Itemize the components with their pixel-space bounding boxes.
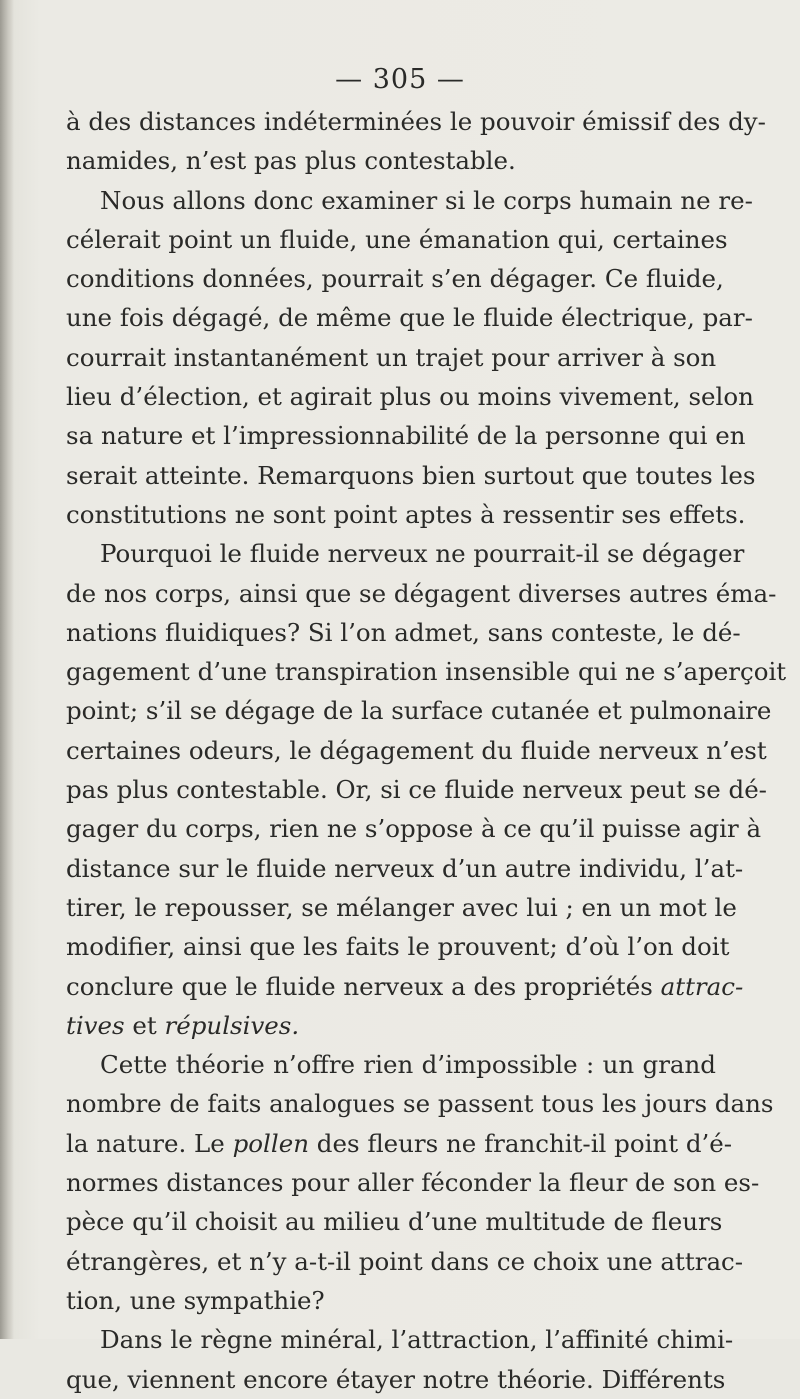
italic-word: tives xyxy=(66,1010,125,1040)
line-text: sa nature et l’impressionnabilité de la personne qui en xyxy=(66,421,746,451)
line-text: célerait point un fluide, une émanation qui, certaines xyxy=(66,224,728,254)
italic-word: attrac- xyxy=(660,971,744,1001)
text-line xyxy=(66,927,730,966)
text-line xyxy=(66,1084,774,1123)
text-line xyxy=(66,1242,744,1281)
line-text: étrangères, et n’y a-t-il point dans ce choix une attrac- xyxy=(66,1246,744,1276)
line-text: tirer, le repousser, se mélanger avec lui ; en un mot le xyxy=(66,892,737,922)
page-gutter-shadow xyxy=(0,0,14,1339)
text-line xyxy=(66,849,744,888)
text-line xyxy=(66,1320,734,1359)
line-text: certaines odeurs, le dégagement du fluide nerveux n’est xyxy=(66,735,767,765)
line-text: serait atteinte. Remarquons bien surtout que toutes les xyxy=(66,460,756,490)
line-text: gager du corps, rien ne s’oppose à ce qu’il puisse agir à xyxy=(66,814,762,844)
text-line xyxy=(66,298,753,337)
italic-word: pollen xyxy=(232,1128,309,1158)
text-line xyxy=(66,534,745,573)
line-text: conclure que le fluide nerveux a des propriétés xyxy=(66,971,661,1001)
text-line xyxy=(66,1163,760,1202)
text-line xyxy=(66,102,766,141)
text-line xyxy=(66,1006,716,1045)
line-text: lieu d’élection, et agirait plus ou moins vivement, selon xyxy=(66,382,754,412)
line-text: la nature. Le xyxy=(66,1128,233,1158)
text-line xyxy=(66,181,753,220)
text-line xyxy=(66,1045,716,1084)
line-text: des fleurs ne franchit-il point d’é- xyxy=(308,1128,733,1158)
text-line xyxy=(66,338,716,377)
text-line xyxy=(66,967,744,1006)
text-line xyxy=(66,770,767,809)
text-line xyxy=(66,888,737,927)
line-text: conditions données, pourrait s’en dégager. Ce fluide, xyxy=(66,264,724,294)
line-text: gagement d’une transpiration insensible qui ne s’aperçoit xyxy=(66,657,787,687)
line-text: Pourquoi le fluide nerveux ne pourrait-il se dégager xyxy=(100,539,745,569)
line-text: et xyxy=(124,1010,165,1040)
text-line xyxy=(66,141,716,180)
italic-word: répulsives. xyxy=(164,1010,300,1040)
line-text: que, viennent encore étayer notre théorie. Différents xyxy=(66,1364,726,1394)
text-line xyxy=(66,259,724,298)
text-line xyxy=(66,809,762,848)
line-text: tion, une sympathie? xyxy=(66,1285,325,1315)
text-line xyxy=(66,1281,716,1320)
text-line xyxy=(66,574,777,613)
text-line xyxy=(66,1124,733,1163)
text-line xyxy=(66,456,756,495)
line-text: courrait instantanément un trajet pour arriver à son xyxy=(66,342,717,372)
line-text: Dans le règne minéral, l’attraction, l’affinité chimi- xyxy=(100,1325,734,1355)
text-line xyxy=(66,1202,723,1241)
line-text: de nos corps, ainsi que se dégagent diverses autres éma- xyxy=(66,578,777,608)
line-text: une fois dégagé, de même que le fluide électrique, par- xyxy=(66,303,753,333)
text-line xyxy=(66,691,772,730)
line-text: à des distances indéterminées le pouvoir émissif des dy- xyxy=(66,107,766,136)
text-line xyxy=(66,416,746,455)
text-line xyxy=(66,495,746,534)
line-text: modifier, ainsi que les faits le prouvent; d’où l’on doit xyxy=(66,932,730,962)
line-text: Cette théorie n’offre rien d’impossible : un grand xyxy=(100,1050,716,1080)
line-text: pèce qu’il choisit au milieu d’une multitude de fleurs xyxy=(66,1207,723,1237)
line-text: nombre de faits analogues se passent tous les jours dans xyxy=(66,1089,774,1119)
text-line xyxy=(66,652,787,691)
text-line xyxy=(66,1360,726,1399)
line-text: nations fluidiques? Si l’on admet, sans conteste, le dé- xyxy=(66,617,741,647)
text-line xyxy=(66,220,728,259)
line-text: Nous allons donc examiner si le corps humain ne re- xyxy=(100,185,753,215)
text-line xyxy=(66,731,767,770)
body-text xyxy=(66,102,787,1399)
line-text: point; s’il se dégage de la surface cutanée et pulmonaire xyxy=(66,696,772,726)
line-text: pas plus contestable. Or, si ce fluide nerveux peut se dé- xyxy=(66,775,767,805)
line-text: constitutions ne sont point aptes à ressentir ses effets. xyxy=(66,499,746,529)
text-line xyxy=(66,613,741,652)
page-number: — 305 — xyxy=(335,64,465,95)
text-line xyxy=(66,377,754,416)
line-text: normes distances pour aller féconder la fleur de son es- xyxy=(66,1168,760,1198)
line-text: distance sur le fluide nerveux d’un autre individu, l’at- xyxy=(66,853,744,883)
line-text: namides, n’est pas plus contestable. xyxy=(66,146,516,176)
